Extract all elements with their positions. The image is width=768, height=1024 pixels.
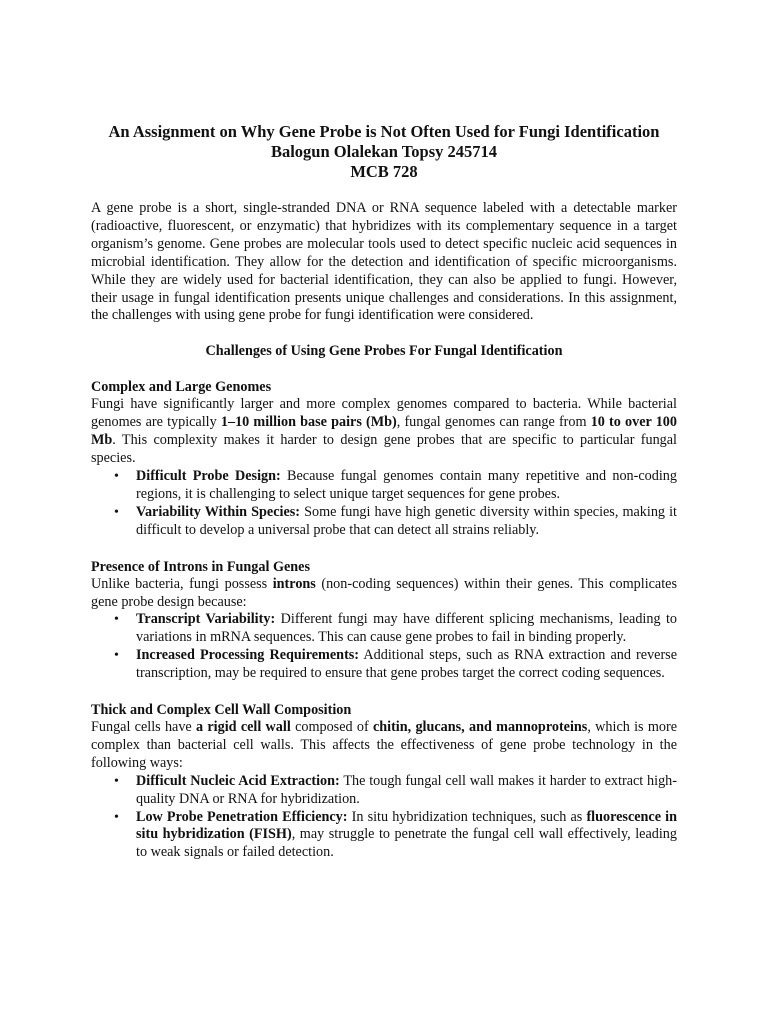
list-item: • Variability Within Species: Some fungi have high genetic diversity within species, making it difficult to develop a universal probe that can detect all strains reliably. (114, 503, 677, 538)
bullet-icon: • (114, 809, 119, 825)
bullet-list-complex-genomes (91, 468, 677, 540)
paragraph-complex-genomes: Fungi have significantly larger and more complex genomes compared to bacteria. While bacterial genomes are typically 1–10 million base pairs (Mb), fungal genomes can range from 10 to over 100 Mb. This complexity makes it harder to design gene probes that are specific to particular fungal species. (91, 396, 677, 467)
list-item: • Difficult Probe Design: Because fungal genomes contain many repetitive and non-coding regions, it is challenging to select unique target sequences for gene probes. (114, 467, 677, 502)
intro-paragraph: A gene probe is a short, single-stranded DNA or RNA sequence labeled with a detectable marker (radioactive, fluorescent, or enzymatic) that hybridizes with its complementary sequence in a target organism’s genome. Gene probes are molecular tools used to detect specific nucleic acid sequences in microbial identification. They allow for the detection and identification of specific microorganisms. While they are widely used for bacterial identification, they can also be applied to fungi. However, their usage in fungal identification presents unique challenges and considerations. In this assignment, the challenges with using gene probe for fungi identification were considered. (91, 200, 677, 324)
paragraph-cell-wall: Fungal cells have a rigid cell wall composed of chitin, glucans, and mannoproteins, which is more complex than bacterial cell walls. This affects the effectiveness of gene probe technology in the following ways: (91, 719, 677, 771)
bullet-list-cell-wall (91, 773, 677, 863)
paragraph-introns: Unlike bacteria, fungi possess introns (non-coding sequences) within their genes. This complicates gene probe design because: (91, 575, 677, 610)
heading-complex-genomes: Complex and Large Genomes (91, 379, 272, 396)
bullet-icon: • (114, 504, 119, 520)
document-title: An Assignment on Why Gene Probe is Not Often Used for Fungi Identification (108, 122, 660, 141)
author-line: Balogun Olalekan Topsy 245714 (270, 142, 498, 161)
bullet-icon: • (114, 648, 119, 664)
bullet-icon: • (114, 612, 119, 628)
bullet-icon: • (114, 468, 119, 484)
course-code: MCB 728 (350, 162, 418, 181)
bullet-list-introns (91, 611, 677, 683)
heading-introns: Presence of Introns in Fungal Genes (91, 558, 310, 575)
list-item: • Increased Processing Requirements: Additional steps, such as RNA extraction and reverse transcription, may be required to ensure that gene probes target the correct coding sequences. (114, 647, 678, 682)
list-item: • Low Probe Penetration Efficiency: In situ hybridization techniques, such as fluorescence in situ hybridization (FISH), may struggle to penetrate the fungal cell wall effectively, leading to weak signals or failed detection. (114, 808, 677, 861)
list-item: • Difficult Nucleic Acid Extraction: The tough fungal cell wall makes it harder to extract high-quality DNA or RNA for hybridization. (114, 772, 677, 807)
heading-cell-wall: Thick and Complex Cell Wall Composition (91, 702, 352, 719)
list-item: • Transcript Variability: Different fungi may have different splicing mechanisms, leading to variations in mRNA sequences. This can cause gene probes to fail in binding properly. (114, 611, 678, 646)
bullet-icon: • (114, 773, 119, 789)
section-title: Challenges of Using Gene Probes For Fungal Identification (205, 343, 563, 360)
title-block (91, 122, 677, 182)
